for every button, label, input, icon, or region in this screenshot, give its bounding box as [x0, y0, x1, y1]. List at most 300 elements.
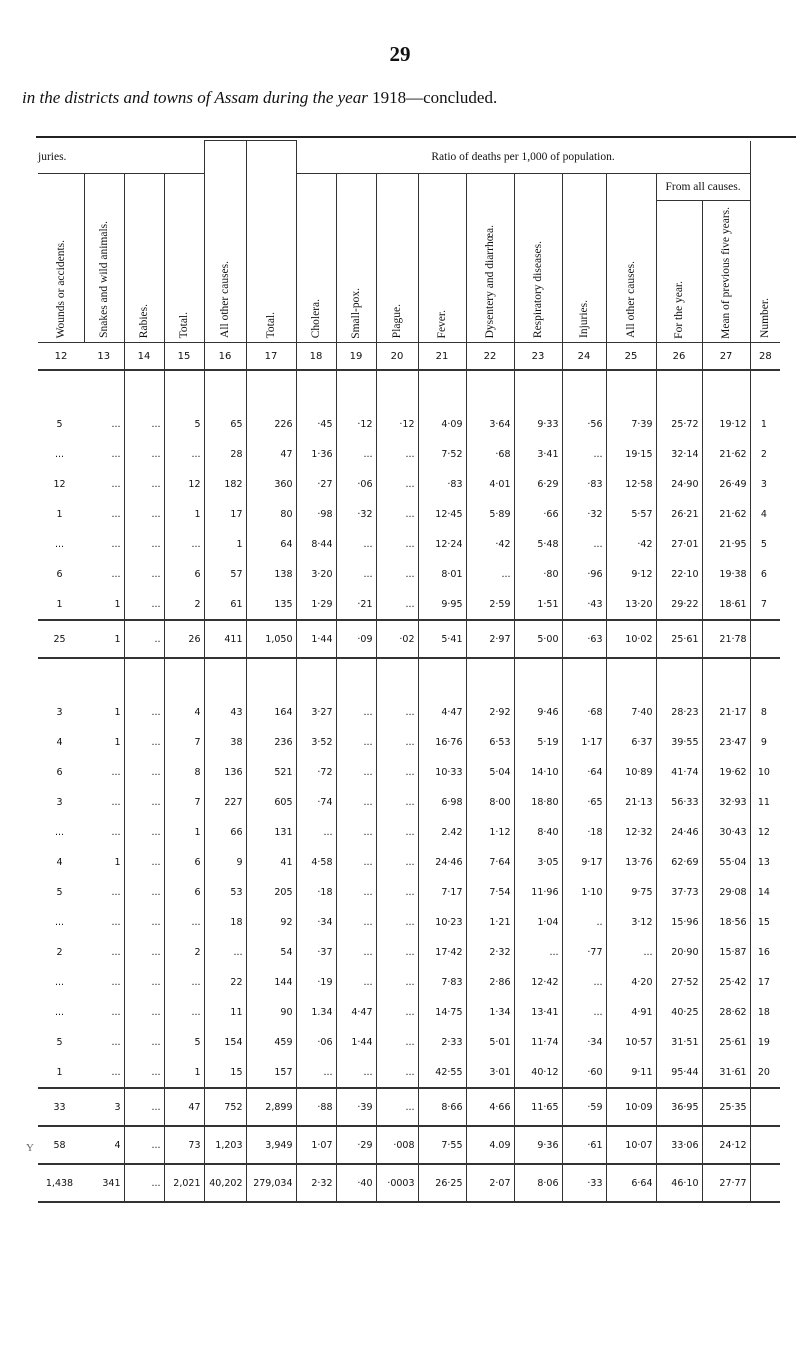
table-cell: 226 [246, 409, 296, 439]
table-cell: 11 [204, 997, 246, 1027]
spacer-cell [376, 658, 418, 697]
table-cell: 4.09 [466, 1126, 514, 1164]
table-cell: 9·33 [514, 409, 562, 439]
table-cell: 25·72 [656, 409, 702, 439]
table-row [38, 997, 780, 1027]
table-cell: 135 [246, 589, 296, 620]
table-cell: 8·06 [514, 1164, 562, 1202]
table-cell: ·18 [562, 817, 606, 847]
table-cell: 2·33 [418, 1027, 466, 1057]
table-cell: ... [606, 937, 656, 967]
spacer-cell [124, 370, 164, 409]
table-cell: ... [124, 907, 164, 937]
table-row [38, 967, 780, 997]
table-cell: 10·23 [418, 907, 466, 937]
table-cell: 2 [760, 448, 767, 460]
table-cell: ·37 [296, 937, 336, 967]
table-cell: ·83 [418, 469, 466, 499]
table-cell: 47 [164, 1088, 204, 1126]
table-cell: 2·92 [466, 697, 514, 727]
table-cell: ... [124, 409, 164, 439]
table-cell: ... [466, 559, 514, 589]
table-cell: 6 [56, 568, 63, 580]
table-cell: 73 [164, 1126, 204, 1164]
table-cell: 1·44 [296, 620, 336, 658]
table-cell: ... [376, 439, 418, 469]
table-row [38, 787, 780, 817]
table-cell: 8 [164, 757, 204, 787]
table-cell: 157 [246, 1057, 296, 1088]
table-cell: ... [376, 817, 418, 847]
table-cell: 6 [164, 847, 204, 877]
spacer-cell [418, 658, 466, 697]
table-cell: ·72 [296, 757, 336, 787]
column-number: 16 [204, 343, 246, 371]
table-cell: 1·07 [296, 1126, 336, 1164]
table-cell: 7·17 [418, 877, 466, 907]
table-cell: 18·80 [514, 787, 562, 817]
table-cell: ·56 [562, 409, 606, 439]
table-cell: ·42 [466, 529, 514, 559]
table-cell: ... [124, 817, 164, 847]
table-cell: 4·91 [606, 997, 656, 1027]
table-cell: 19·15 [606, 439, 656, 469]
table-cell: ... [376, 469, 418, 499]
table-cell: 9·36 [514, 1126, 562, 1164]
column-number: 18 [296, 343, 336, 371]
table-cell: ·43 [562, 589, 606, 620]
table-cell: 27·77 [702, 1164, 750, 1202]
column-number: 12 [38, 343, 84, 371]
table-cell: 2 [56, 946, 63, 958]
table-cell: 12·32 [606, 817, 656, 847]
column-number: 17 [246, 343, 296, 371]
table-cell: 10·02 [606, 620, 656, 658]
header-col-28: Number. [750, 141, 780, 343]
table-cell: ... [54, 538, 65, 550]
table-cell: 1·29 [296, 589, 336, 620]
table-cell: ·12 [376, 409, 418, 439]
column-number: 23 [514, 343, 562, 371]
spacer-cell [336, 658, 376, 697]
table-cell: ... [336, 559, 376, 589]
table-cell: 5 [56, 886, 63, 898]
table-cell: 7·64 [466, 847, 514, 877]
table-cell: 9·75 [606, 877, 656, 907]
table-cell: 2 [164, 589, 204, 620]
header-col-22: Dysentery and diarrhœa. [466, 173, 514, 343]
header-col-13: Snakes and wild animals. [84, 173, 124, 343]
table-cell: 6 [56, 766, 63, 778]
table-cell: ... [562, 529, 606, 559]
table-cell: ·0003 [376, 1164, 418, 1202]
table-cell: 22 [204, 967, 246, 997]
header-injuries-group: juries. [38, 141, 204, 174]
table-cell: ... [336, 1057, 376, 1088]
header-col-27: Mean of previous five years. [702, 200, 750, 343]
table-cell: 90 [246, 997, 296, 1027]
table-cell: 1·44 [336, 1027, 376, 1057]
table-cell: 411 [204, 620, 246, 658]
table-cell: 33·06 [656, 1126, 702, 1164]
table-cell: 12 [757, 826, 770, 838]
spacer-cell [296, 658, 336, 697]
table-cell: 7 [164, 727, 204, 757]
table-cell: 14 [757, 886, 770, 898]
table-cell: 26·25 [418, 1164, 466, 1202]
table-cell: 1 [56, 598, 63, 610]
spacer-cell [376, 370, 418, 409]
table-cell: 18 [757, 1006, 770, 1018]
table-cell: ... [84, 1057, 124, 1088]
table-cell: ·06 [296, 1027, 336, 1057]
spacer-cell [164, 370, 204, 409]
table-cell: 21·13 [606, 787, 656, 817]
table-cell: 21·17 [702, 697, 750, 727]
table-cell: ... [376, 997, 418, 1027]
table-cell: 11 [757, 796, 770, 808]
table-cell: 14·10 [514, 757, 562, 787]
table-cell: ... [376, 937, 418, 967]
table-cell: 9·12 [606, 559, 656, 589]
table-cell: ... [84, 409, 124, 439]
spacer-cell [702, 370, 750, 409]
table-cell: ... [336, 847, 376, 877]
table-cell: ... [336, 967, 376, 997]
table-cell: ... [164, 529, 204, 559]
table-cell: 43 [204, 697, 246, 727]
table-cell: 6·37 [606, 727, 656, 757]
column-number: 14 [124, 343, 164, 371]
table-cell: 9·11 [606, 1057, 656, 1088]
spacer-cell [562, 370, 606, 409]
header-col-19: Small-pox. [336, 173, 376, 343]
table-cell: ... [84, 907, 124, 937]
table-cell: 7·39 [606, 409, 656, 439]
table-cell: ... [376, 1088, 418, 1126]
table-cell: 7·40 [606, 697, 656, 727]
header-all-causes-group: From all causes. [656, 173, 750, 200]
table-cell: 6·64 [606, 1164, 656, 1202]
table-cell: 2·32 [296, 1164, 336, 1202]
table-cell: 7·52 [418, 439, 466, 469]
table-cell: 92 [246, 907, 296, 937]
table-cell: 41·74 [656, 757, 702, 787]
table-cell: 4·47 [418, 697, 466, 727]
table-cell: 23·47 [702, 727, 750, 757]
table-cell: ... [124, 559, 164, 589]
table-cell: ... [562, 997, 606, 1027]
table-cell: 3 [84, 1088, 124, 1126]
table-cell: 2·86 [466, 967, 514, 997]
table-cell: ·34 [296, 907, 336, 937]
table-cell: 3·05 [514, 847, 562, 877]
table-cell: 15 [757, 916, 770, 928]
table-cell: 29·08 [702, 877, 750, 907]
table-cell: ·42 [606, 529, 656, 559]
table-cell: ... [124, 1088, 164, 1126]
table-cell: 2·07 [466, 1164, 514, 1202]
table-cell: 4 [164, 697, 204, 727]
table-cell: .. [124, 620, 164, 658]
table-cell: ... [376, 1057, 418, 1088]
table-cell: 1 [164, 1057, 204, 1088]
spacer-cell [606, 370, 656, 409]
table-cell: ... [124, 1126, 164, 1164]
header-col-16: All other causes. [204, 141, 246, 343]
table-cell: 80 [246, 499, 296, 529]
table-cell: ·59 [562, 1088, 606, 1126]
table-cell: ... [514, 937, 562, 967]
table-cell: 17 [757, 976, 770, 988]
header-col-21: Fever. [418, 173, 466, 343]
table-row [38, 727, 780, 757]
table-cell: 25·42 [702, 967, 750, 997]
spacer-cell [204, 370, 246, 409]
spacer-cell [466, 658, 514, 697]
table-cell: ... [124, 1027, 164, 1057]
table-cell: ·39 [336, 1088, 376, 1126]
table-cell: 5·01 [466, 1027, 514, 1057]
table-cell: 5 [760, 538, 767, 550]
table-cell: 1·17 [562, 727, 606, 757]
table-cell: ... [164, 439, 204, 469]
table-cell [750, 620, 780, 658]
table-cell: ... [124, 727, 164, 757]
table-cell: ... [336, 787, 376, 817]
table-cell: 1·21 [466, 907, 514, 937]
table-cell: 4·47 [336, 997, 376, 1027]
table-cell: ·74 [296, 787, 336, 817]
table-cell: ... [376, 529, 418, 559]
table-cell: ... [376, 499, 418, 529]
column-number-row [38, 343, 780, 371]
table-cell: 31·61 [702, 1057, 750, 1088]
table-cell: ... [376, 559, 418, 589]
table-cell: 29·22 [656, 589, 702, 620]
table-cell: 64 [246, 529, 296, 559]
table-cell: ... [376, 727, 418, 757]
table-cell: 15·96 [656, 907, 702, 937]
table-cell: ... [84, 439, 124, 469]
header-col-12: Wounds or accidents. [38, 173, 84, 343]
table-cell: 164 [246, 697, 296, 727]
table-cell: ... [562, 967, 606, 997]
table-cell: ... [336, 817, 376, 847]
table-cell: 17·42 [418, 937, 466, 967]
table-cell: 752 [204, 1088, 246, 1126]
table-cell: 7 [760, 598, 767, 610]
mortality-table [38, 140, 780, 1203]
spacer-cell [514, 658, 562, 697]
table-cell: 1 [84, 589, 124, 620]
table-cell: 25 [38, 620, 84, 658]
table-cell: 5 [164, 1027, 204, 1057]
table-cell: ·32 [336, 499, 376, 529]
table-cell: 1 [164, 817, 204, 847]
table-cell: 7·55 [418, 1126, 466, 1164]
table-cell [750, 1088, 780, 1126]
top-rule [36, 136, 796, 138]
spacer-cell [418, 370, 466, 409]
header-row-groups [38, 141, 780, 174]
table-cell [750, 1126, 780, 1164]
header-col-15: Total. [164, 173, 204, 343]
table-cell: ... [124, 439, 164, 469]
table-cell: ... [124, 787, 164, 817]
table-cell: 5·48 [514, 529, 562, 559]
table-cell: 1 [760, 418, 767, 430]
table-cell: 3·12 [606, 907, 656, 937]
table-cell: ... [204, 937, 246, 967]
table-cell: ... [84, 817, 124, 847]
page-number: 29 [389, 42, 411, 66]
table-cell: ... [124, 697, 164, 727]
table-cell: ·83 [562, 469, 606, 499]
table-cell: 4·09 [418, 409, 466, 439]
table-cell: 6 [164, 877, 204, 907]
table-cell: 22·10 [656, 559, 702, 589]
table-cell: 1,203 [204, 1126, 246, 1164]
table-cell: ·02 [376, 620, 418, 658]
table-cell: 8·66 [418, 1088, 466, 1126]
table-cell: 10·33 [418, 757, 466, 787]
table-cell: 20·90 [656, 937, 702, 967]
table-cell: ... [164, 907, 204, 937]
table-cell: ·98 [296, 499, 336, 529]
table-cell: 1.34 [296, 997, 336, 1027]
table-cell: 24·12 [702, 1126, 750, 1164]
table-cell: ·008 [376, 1126, 418, 1164]
table-cell: 33 [38, 1088, 84, 1126]
table-cell: 1 [56, 1066, 63, 1078]
table-cell: 3·20 [296, 559, 336, 589]
table-cell: 30·43 [702, 817, 750, 847]
table-cell: 279,034 [246, 1164, 296, 1202]
spacer-cell [84, 658, 124, 697]
table-cell: ... [124, 1164, 164, 1202]
table-cell: ... [124, 1057, 164, 1088]
spacer-cell [514, 370, 562, 409]
table-cell: 27·52 [656, 967, 702, 997]
column-number: 27 [702, 343, 750, 371]
table-cell: ·68 [562, 697, 606, 727]
total-row [38, 1126, 780, 1164]
table-cell: 25·61 [702, 1027, 750, 1057]
table-cell: 2·59 [466, 589, 514, 620]
table-cell: 1 [204, 529, 246, 559]
table-cell: ... [54, 448, 65, 460]
table-cell: 7 [164, 787, 204, 817]
table-cell: 27·01 [656, 529, 702, 559]
table-cell: ... [164, 967, 204, 997]
spacer-cell [656, 658, 702, 697]
table-cell: ... [376, 967, 418, 997]
table-cell: ... [336, 727, 376, 757]
spacer-cell [606, 658, 656, 697]
table-cell: ·61 [562, 1126, 606, 1164]
table-cell: ... [336, 697, 376, 727]
table-cell: 13 [757, 856, 770, 868]
table-cell: ·63 [562, 620, 606, 658]
table-cell: ·45 [296, 409, 336, 439]
table-cell: 12·42 [514, 967, 562, 997]
spacer-cell [750, 658, 780, 697]
table-cell: 56·33 [656, 787, 702, 817]
table-cell: ·18 [296, 877, 336, 907]
table-row [38, 907, 780, 937]
table-cell: 6 [164, 559, 204, 589]
table-cell: ... [562, 439, 606, 469]
table-cell: ... [376, 1027, 418, 1057]
table-cell: 62·69 [656, 847, 702, 877]
table-cell: 3 [56, 706, 63, 718]
table-cell: 6·29 [514, 469, 562, 499]
table-cell: 19·38 [702, 559, 750, 589]
table-cell: 144 [246, 967, 296, 997]
table-cell: ... [376, 697, 418, 727]
table-cell: ... [336, 907, 376, 937]
table-cell: 138 [246, 559, 296, 589]
table-cell: ... [84, 1027, 124, 1057]
table-cell: 227 [204, 787, 246, 817]
table-cell: 18·61 [702, 589, 750, 620]
table-cell: 12·24 [418, 529, 466, 559]
table-cell: ... [296, 1057, 336, 1088]
table-cell: ... [84, 967, 124, 997]
table-cell: 54 [246, 937, 296, 967]
table-cell: 5·04 [466, 757, 514, 787]
spacer-cell [246, 370, 296, 409]
table-cell: 5·19 [514, 727, 562, 757]
table-cell: 32·14 [656, 439, 702, 469]
spacer-cell [38, 658, 84, 697]
table-cell: ·19 [296, 967, 336, 997]
spacer-cell [336, 370, 376, 409]
table-cell: ·06 [336, 469, 376, 499]
table-cell: 37·73 [656, 877, 702, 907]
table-cell: 5 [56, 418, 63, 430]
table-cell: 11·96 [514, 877, 562, 907]
table-cell: .. [562, 907, 606, 937]
table-cell: 5·00 [514, 620, 562, 658]
table-cell: ·96 [562, 559, 606, 589]
margin-mark: Y [26, 1142, 34, 1154]
table-cell: 15·87 [702, 937, 750, 967]
table-cell: 38 [204, 727, 246, 757]
table-cell: 1 [84, 727, 124, 757]
table-cell: ... [124, 757, 164, 787]
table-cell: ·40 [336, 1164, 376, 1202]
table-cell: 21·62 [702, 499, 750, 529]
table-cell: ... [124, 529, 164, 559]
table-cell: 10·89 [606, 757, 656, 787]
table-cell: ... [376, 847, 418, 877]
table-cell: 1 [56, 508, 63, 520]
table-cell: 95·44 [656, 1057, 702, 1088]
table-cell: 5·89 [466, 499, 514, 529]
table-row [38, 877, 780, 907]
table-cell: ... [124, 499, 164, 529]
column-number: 15 [164, 343, 204, 371]
table-cell: 65 [204, 409, 246, 439]
table-cell: ·33 [562, 1164, 606, 1202]
column-number: 25 [606, 343, 656, 371]
table-cell: 11·74 [514, 1027, 562, 1057]
table-cell: ·32 [562, 499, 606, 529]
table-cell: 7·83 [418, 967, 466, 997]
table-cell: ... [54, 976, 65, 988]
